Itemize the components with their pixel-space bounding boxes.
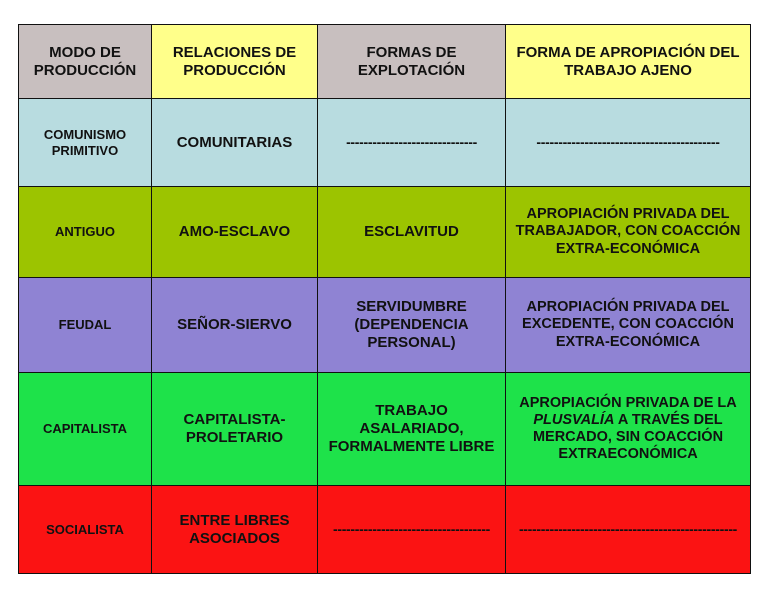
- table-row: [19, 99, 751, 187]
- cell-modo: FEUDAL: [19, 278, 152, 373]
- cell-relaciones: COMUNITARIAS: [152, 99, 318, 187]
- cell-relaciones: ENTRE LIBRES ASOCIADOS: [152, 486, 318, 574]
- table-row: [19, 278, 751, 373]
- cell-relaciones: SEÑOR-SIERVO: [152, 278, 318, 373]
- header-row: [19, 25, 751, 99]
- header-apropiacion: FORMA DE APROPIACIÓN DEL TRABAJO AJENO: [506, 25, 751, 99]
- table-row: [19, 187, 751, 278]
- cell-modo: SOCIALISTA: [19, 486, 152, 574]
- cell-apropiacion: APROPIACIÓN PRIVADA DEL TRABAJADOR, CON COACCIÓN EXTRA-ECONÓMICA: [506, 187, 751, 278]
- plusvalia-emphasis: PLUSVALÍA: [533, 411, 615, 428]
- cell-formas: ESCLAVITUD: [318, 187, 506, 278]
- apropiacion-text-after: A TRAVÉS DEL MERCADO, SIN COACCIÓN EXTRAECONÓMICA: [532, 411, 724, 463]
- cell-relaciones: AMO-ESCLAVO: [152, 187, 318, 278]
- cell-apropiacion: --------------------------------------------------: [506, 486, 751, 574]
- cell-apropiacion: ------------------------------------------: [506, 99, 751, 187]
- cell-apropiacion: APROPIACIÓN PRIVADA DEL EXCEDENTE, CON COACCIÓN EXTRA-ECONÓMICA: [506, 278, 751, 373]
- header-formas: FORMAS DE EXPLOTACIÓN: [318, 25, 506, 99]
- cell-modo: CAPITALISTA: [19, 373, 152, 486]
- header-relaciones: RELACIONES DE PRODUCCIÓN: [152, 25, 318, 99]
- table-row: [19, 486, 751, 574]
- cell-modo: ANTIGUO: [19, 187, 152, 278]
- cell-formas: SERVIDUMBRE (DEPENDENCIA PERSONAL): [318, 278, 506, 373]
- apropiacion-text-before: APROPIACIÓN PRIVADA DE LA: [519, 394, 737, 411]
- cell-formas: ------------------------------------: [318, 486, 506, 574]
- cell-formas: TRABAJO ASALARIADO, FORMALMENTE LIBRE: [318, 373, 506, 486]
- cell-modo: COMUNISMO PRIMITIVO: [19, 99, 152, 187]
- cell-apropiacion: [506, 373, 751, 486]
- modes-of-production-table: [18, 24, 751, 574]
- cell-formas: ------------------------------: [318, 99, 506, 187]
- table-row: [19, 373, 751, 486]
- header-modo: MODO DE PRODUCCIÓN: [19, 25, 152, 99]
- cell-relaciones: CAPITALISTA-PROLETARIO: [152, 373, 318, 486]
